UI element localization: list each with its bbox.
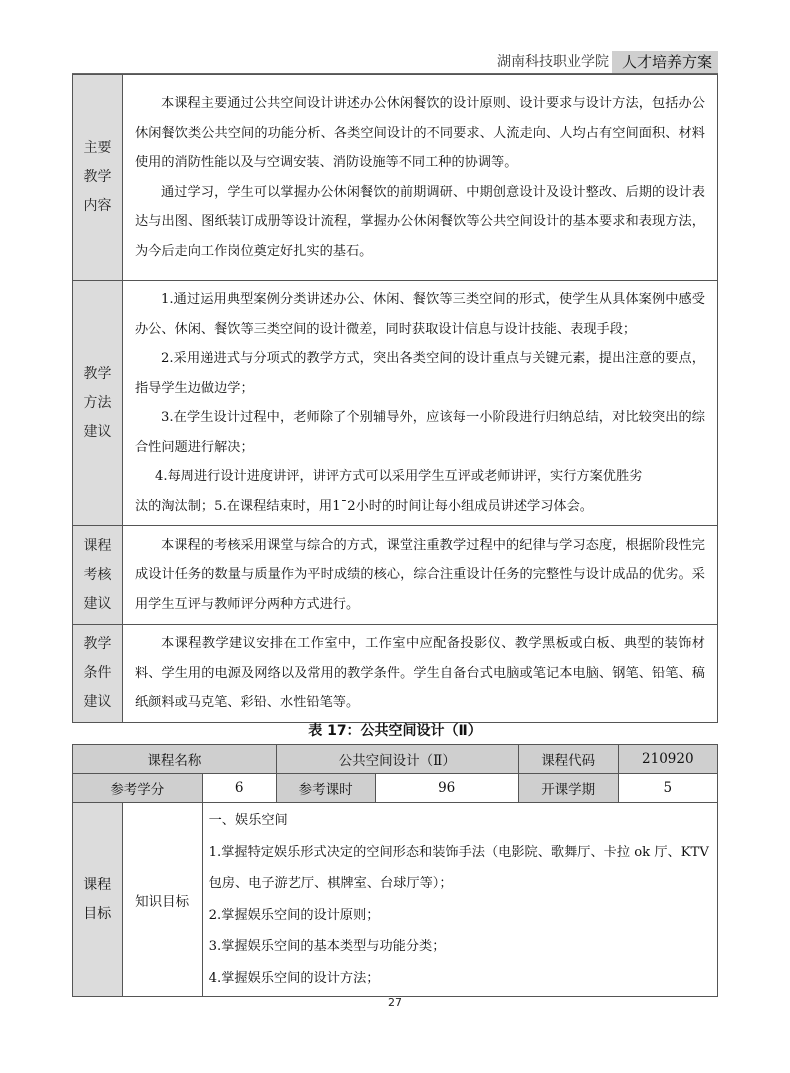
- list-item: 3.掌握娱乐空间的基本类型与功能分类；: [208, 939, 446, 954]
- list-item: 1.掌握特定娱乐形式决定的空间形态和装饰手法（电影院、歌舞厅、卡拉 ok 厅、KTV 包房、电子游艺厅、棋牌室、台球厅等）；: [208, 844, 709, 891]
- header-doc-title: 人才培养方案: [612, 51, 718, 73]
- credit-value: 6: [202, 774, 276, 803]
- row-label-teaching-conditions: [73, 625, 123, 723]
- course-detail-table: [72, 74, 718, 723]
- course-name-label: 课程名称: [73, 745, 277, 774]
- course-info-table: [72, 744, 718, 997]
- course-code-value: 210920: [618, 745, 717, 774]
- paragraph: 4.每周进行设计进度讲评，讲评方式可以采用学生互评或老师讲评，实行方案优胜劣: [155, 469, 643, 484]
- paragraph: 本课程教学建议安排在工作室中，工作室中应配备投影仪、教学黑板或白板、典型的装饰材料、学生用的电源及网络以及常用的教学条件。学生自备台式电脑或笔记本电脑、钢笔、铅笔、稿纸颜料或马克笔、彩铅、水性铅笔等。: [135, 636, 705, 710]
- paragraph: 本课程的考核采用课堂与综合的方式，课堂注重教学过程中的纪律与学习态度，根据阶段性完成设计任务的数量与质量作为平时成绩的核心，综合注重设计任务的完整性与设计成品的优劣。采用学生互评与教师评分两种方式进行。: [135, 537, 705, 612]
- semester-label: 开课学期: [518, 774, 618, 803]
- hours-label: 参考课时: [276, 774, 375, 803]
- credit-label: 参考学分: [73, 774, 203, 803]
- label-char: 考核: [83, 566, 112, 583]
- course-goal-label: [73, 803, 123, 997]
- table-row: [73, 526, 718, 625]
- label-char: 教学: [83, 169, 112, 185]
- label-char: 方法: [83, 394, 112, 411]
- table-row: [73, 774, 718, 803]
- paragraph: 1.通过运用典型案例分类讲述办公、休闲、餐饮等三类空间的形式，使学生从具体案例中感受办公、休闲、餐饮等三类空间的设计微差，同时获取设计信息与设计技能、表现手段；: [135, 292, 705, 337]
- label-char: 内容: [83, 198, 112, 214]
- row-content-teaching-method: [123, 281, 718, 526]
- paragraph: 通过学习，学生可以掌握办公休闲餐饮的前期调研、中期创意设计及设计整改、后期的设计表达与出图、图纸装订成册等设计流程，掌握办公休闲餐饮等公共空间设计的基本要求和表现方法，为今后走向工作岗位奠定好扎实的基石。: [135, 184, 705, 259]
- label-char: 主要: [83, 140, 112, 156]
- label-char: 目标: [83, 905, 112, 922]
- knowledge-goal-label: 知识目标: [122, 803, 202, 997]
- row-content-teaching-conditions: [123, 625, 718, 723]
- table-caption: 表 17：公共空间设计（Ⅱ）: [308, 723, 482, 739]
- header-school: 湖南科技职业学院: [497, 54, 609, 70]
- paragraph: 本课程主要通过公共空间设计讲述办公休闲餐饮的设计原则、设计要求与设计方法，包括办公休闲餐饮类公共空间的功能分析、各类空间设计的不同要求、人流走向、人均占有空间面积、材料使用的消防性能以及与空调安装、消防设施等不同工种的协调等。: [135, 96, 705, 170]
- label-char: 建议: [83, 423, 112, 440]
- table-row: [73, 75, 718, 281]
- label-char: 教学: [83, 365, 112, 382]
- knowledge-goal-content: [202, 803, 717, 997]
- row-content-assessment: [123, 526, 718, 625]
- hours-value: 96: [375, 774, 518, 803]
- row-label-assessment: [73, 526, 123, 625]
- table-row: [73, 281, 718, 526]
- page-number: 27: [388, 996, 402, 1009]
- label-char: 课程: [83, 537, 112, 554]
- list-item: 2.掌握娱乐空间的设计原则；: [208, 907, 380, 923]
- row-label-main-content: [73, 75, 123, 281]
- label-char: 建议: [83, 595, 112, 612]
- paragraph: 汰的淘汰制；5.在课程结束时，用1¯2小时的时间让每小组成员讲述学习体会。: [135, 498, 593, 514]
- list-item: 4.掌握娱乐空间的设计方法；: [208, 970, 380, 986]
- course-name-value: 公共空间设计（Ⅱ）: [276, 745, 518, 774]
- table-row: [73, 803, 718, 997]
- list-item: 一、娱乐空间: [208, 813, 288, 828]
- table-row: [73, 745, 718, 774]
- row-label-teaching-method: [73, 281, 123, 526]
- semester-value: 5: [618, 774, 717, 803]
- course-code-label: 课程代码: [518, 745, 618, 774]
- label-char: 课程: [83, 876, 112, 893]
- row-content-main-content: [123, 75, 718, 281]
- paragraph: 3.在学生设计过程中，老师除了个别辅导外，应该每一小阶段进行归纳总结，对比较突出的综合性问题进行解决；: [135, 410, 705, 455]
- label-char: 建议: [83, 693, 112, 710]
- label-char: 条件: [83, 664, 112, 681]
- table-row: [73, 625, 718, 723]
- label-char: 教学: [83, 635, 112, 652]
- paragraph: 2.采用递进式与分项式的教学方式，突出各类空间的设计重点与关键元素，提出注意的要点，指导学生边做边学；: [135, 351, 705, 396]
